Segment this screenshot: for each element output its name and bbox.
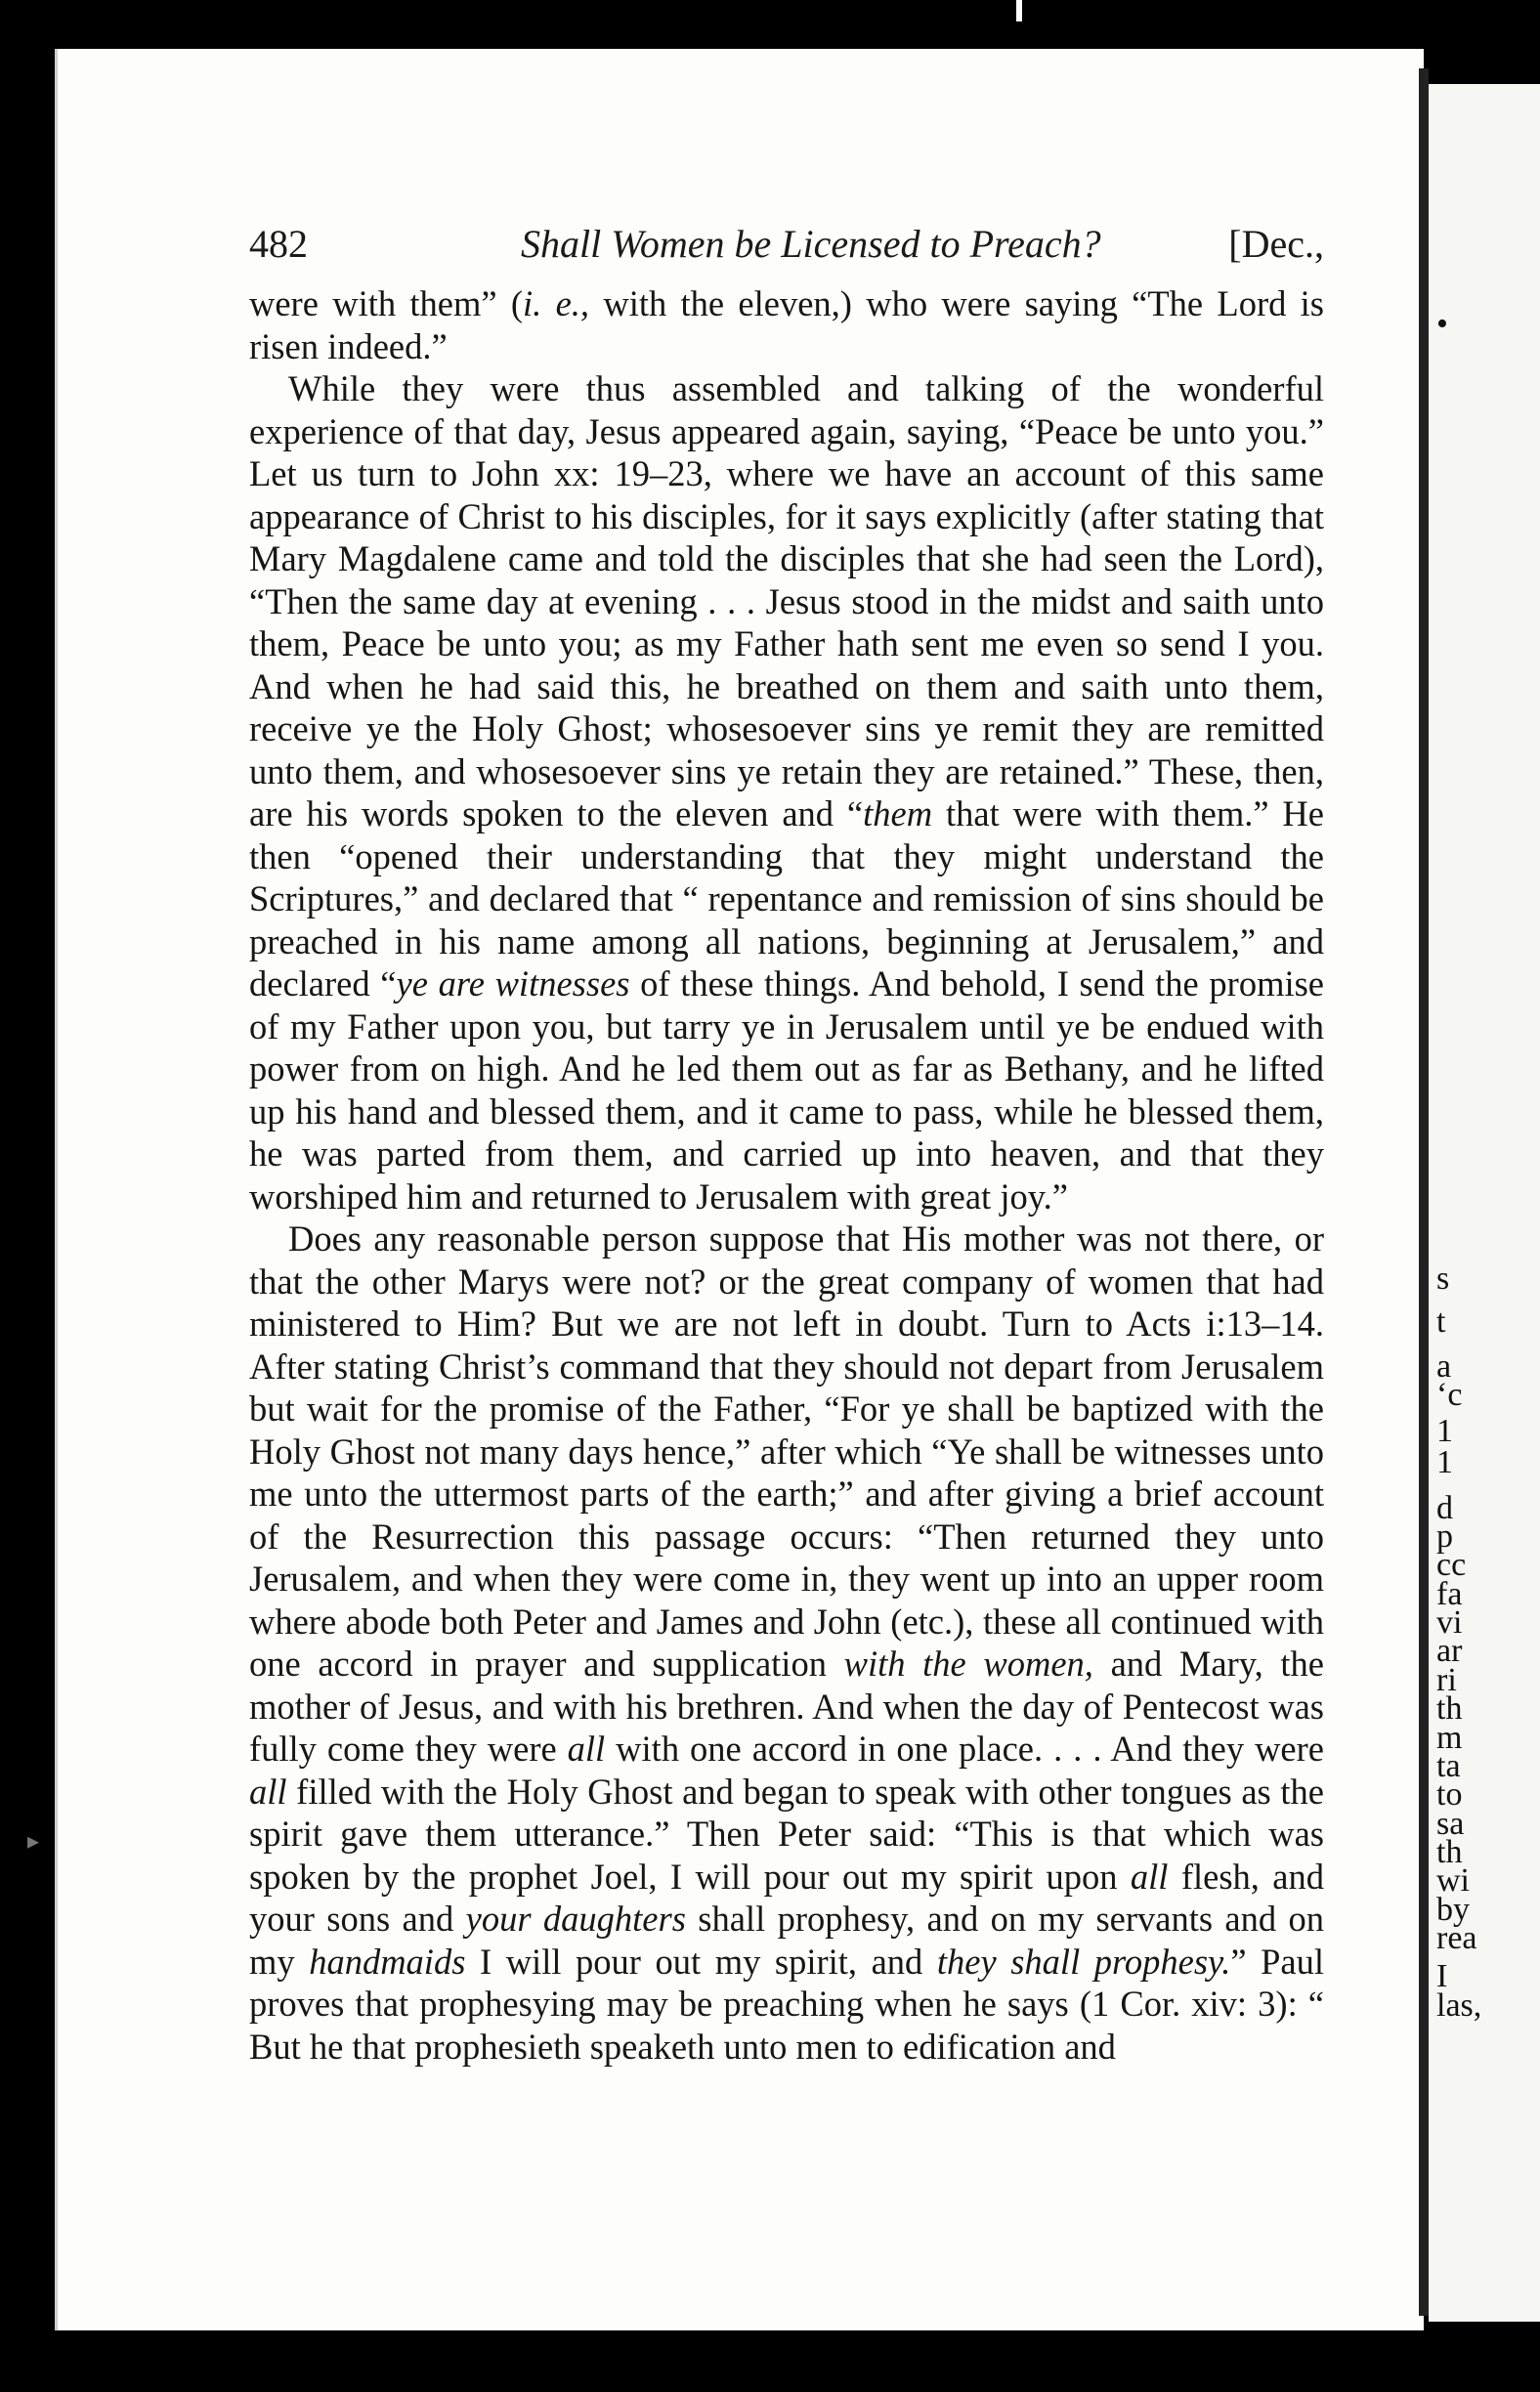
edge-text-fragment: rea xyxy=(1436,1920,1477,1957)
edge-text-fragment: fa xyxy=(1436,1575,1463,1612)
edge-text-fragment: t xyxy=(1436,1303,1446,1340)
edge-text-fragment: th xyxy=(1436,1834,1463,1871)
edge-text-fragment: sa xyxy=(1436,1805,1465,1842)
italic-text: all xyxy=(1130,1856,1169,1897)
edge-text-fragment: th xyxy=(1436,1690,1463,1728)
italic-text: ye are witnesses xyxy=(396,963,630,1004)
edge-text-fragment: 1 xyxy=(1436,1413,1453,1450)
edge-text-fragment: to xyxy=(1436,1776,1463,1814)
edge-text-fragment: ta xyxy=(1436,1747,1461,1784)
italic-text: all xyxy=(249,1771,287,1812)
text-segment: ” Paul proves that prophesying may be preaching when he says (1 Cor. xiv: 3): “ But he that prophesieth speaketh unto men to edification and xyxy=(249,1941,1324,2067)
adjacent-page-edge xyxy=(1429,84,1540,2322)
page-number: 482 xyxy=(249,222,308,266)
edge-text-fragment: vi xyxy=(1436,1604,1463,1642)
body-text xyxy=(249,282,1324,2068)
text-segment: were with them” ( xyxy=(249,283,524,323)
edge-text-fragment: • xyxy=(1436,306,1448,343)
margin-mark: ▸ xyxy=(27,1829,40,1855)
edge-text-fragment: s xyxy=(1436,1260,1450,1297)
edge-text-fragment: ‘c xyxy=(1436,1377,1463,1414)
text-segment: shall prophesy, and on my servants and on my xyxy=(249,1899,1325,1982)
text-segment: with the eleven,) who were saying “The Lord is risen indeed.” xyxy=(249,283,1324,366)
running-title: Shall Women be Licensed to Preach? xyxy=(521,222,1101,266)
italic-text: i. e., xyxy=(523,283,590,323)
edge-text-fragment: las, xyxy=(1436,1986,1482,2024)
paragraph xyxy=(249,1217,1324,2068)
text-segment: and Mary, the mother of Jesus, and with his brethren. And when the day of Pentecost was fully come they were xyxy=(249,1644,1324,1769)
edge-text-fragment: I xyxy=(1436,1958,1448,1995)
text-segment: While they were thus assembled and talking of the wonderful experience of that day, Jesus appeared again, saying, “Peace be unto you.” Let us turn to John xx: 19–23, where we have an account of this same appearance of Christ to his disciples, for it says explicitly (after stating that Mary Magdalene came and told the disciples that she had seen the Lord), “Then the same day at evening . . . Jesus stood in the midst and saith unto them, Peace be unto you; as my Father hath sent me even so send I you. And when he had said this, he breathed on them and saith unto them, receive ye the Holy Ghost; whosesoever sins ye remit they are remitted unto them, and whosesoever sins ye retain they are retained.” These, then, are his words spoken to the eleven and “ xyxy=(249,368,1324,833)
text-segment: that were with them.” He then “opened their understanding that they might understand the Scriptures,” and declared that “ repentance and remission of sins should be preached in his name among all nations, beginning at Jerusalem,” and declared “ xyxy=(249,793,1324,1004)
paragraph xyxy=(249,282,1324,367)
text-segment: flesh, and your sons and xyxy=(249,1856,1324,1939)
text-segment: I will pour out my spirit, and xyxy=(465,1941,937,1982)
edge-text-fragment: cc xyxy=(1436,1547,1467,1584)
top-notch xyxy=(1016,0,1022,21)
paragraph xyxy=(249,367,1324,1217)
text-segment: filled with the Holy Ghost and began to speak with other tongues as the spirit gave them utterance.” Then Peter said: “This is that which was spoken by the prophet Joel, I will pour out my spirit upon xyxy=(249,1771,1324,1897)
italic-text: they shall prophesy. xyxy=(936,1941,1231,1982)
text-segment: with one accord in one place. . . . And they were xyxy=(605,1729,1324,1769)
italic-text: all xyxy=(567,1729,606,1769)
edge-text-fragment: a xyxy=(1436,1348,1452,1386)
edge-text-fragment: wi xyxy=(1436,1862,1470,1900)
edge-text-fragment: ar xyxy=(1436,1633,1463,1670)
italic-text: your daughters xyxy=(465,1899,686,1939)
text-segment: of these things. And behold, I send the promise of my Father upon you, but tarry ye in Jerusalem until ye be endued with power from on high. And he led them out as far as Bethany, and he lifted up his hand and blessed them, and it came to pass, while he blessed them, he was parted from them, and carried up into heaven, and that they worshiped him and returned to Jerusalem with great joy.” xyxy=(249,963,1324,1217)
italic-text: handmaids xyxy=(309,1941,466,1982)
book-gutter xyxy=(1419,68,1429,2316)
running-header xyxy=(249,221,1324,274)
edge-text-fragment: ri xyxy=(1436,1661,1457,1698)
edge-text-fragment: m xyxy=(1436,1719,1463,1756)
text-segment: Does any reasonable person suppose that His mother was not there, or that the other Marys were not? or the great company of women that had ministered to Him? But we are not left in doubt. Turn to Acts i:13–14. After stating Christ’s command that they should not depart from Jerusalem but wait for the promise of the Father, “For ye shall be baptized with the Holy Ghost not many days hence,” after which “Ye shall be witnesses unto me unto the uttermost parts of the earth;” and after giving a brief account of the Resurrection this passage occurs: “Then returned they unto Jerusalem, and when they were come in, they went up into an upper room where abode both Peter and James and John (etc.), these all continued with one accord in prayer and supplication xyxy=(249,1218,1324,1684)
edge-text-fragment: p xyxy=(1436,1517,1453,1555)
running-date: [Dec., xyxy=(1228,222,1324,266)
edge-text-fragment: d xyxy=(1436,1489,1453,1526)
italic-text: with the women, xyxy=(843,1644,1093,1684)
edge-text-fragment: by xyxy=(1436,1891,1470,1928)
edge-text-fragment: 1 xyxy=(1436,1444,1453,1480)
italic-text: them xyxy=(863,793,933,833)
